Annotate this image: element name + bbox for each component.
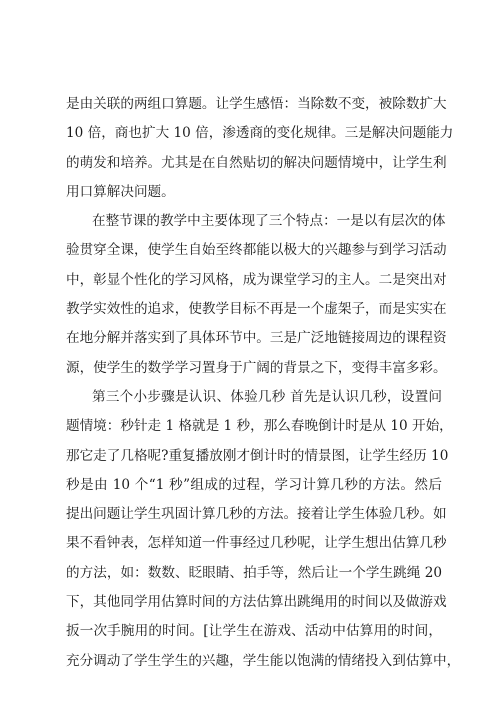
text-line: 充分调动了学生学生的兴趣，学生能以饱满的情绪投入到估算中，	[66, 652, 461, 669]
text-line: 验贯穿全课，使学生自始至终都能以极大的兴趣参与到学习活动	[66, 242, 447, 259]
paragraph-1	[66, 90, 454, 207]
text-line: 是由关联的两组口算题。让学生感悟：当除数不变，被除数扩大	[66, 96, 447, 112]
paragraph-2	[66, 207, 447, 383]
body-text	[66, 90, 461, 676]
text-line: 那它走了几格呢?重复播放刚才倒计时的情景图，让学生经历 10	[66, 447, 449, 464]
text-line: 源，使学生的数学学习置身于广阔的背景之下，变得丰富多彩。	[66, 359, 447, 376]
text-line: 中，彰显个性化的学习风格，成为课堂学习的主人。二是突出对	[66, 271, 447, 288]
text-line: 秒是由 10 个“1 秒”组成的过程，学习计算几秒的方法。然后	[66, 476, 442, 493]
text-line: 在整节课的教学中主要体现了三个特点：一是以有层次的体	[92, 213, 446, 230]
text-line: 下，其他同学用估算时间的方法估算出跳绳用的时间以及做游戏	[66, 594, 447, 611]
text-line: 的萌发和培养。尤其是在自然贴切的解决问题情境中，让学生利	[66, 154, 447, 171]
text-line: 果不看钟表，怎样知道一件事经过几秒呢，让学生想出估算几秒	[66, 535, 447, 552]
text-line: 用口算解决问题。	[66, 183, 175, 200]
text-line: 提出问题让学生巩固计算几秒的方法。接着让学生体验几秒。如	[66, 506, 447, 523]
paragraph-3	[66, 383, 461, 676]
text-line: 10 倍，商也扩大 10 倍，渗透商的变化规律。三是解决问题能力	[66, 125, 454, 142]
text-line: 的方法，如：数数、眨眼睛、拍手等，然后让一个学生跳绳 20	[66, 564, 442, 581]
text-line: 在地分解并落实到了具体环节中。三是广泛地链接周边的课程资	[66, 330, 447, 347]
text-line: 扳一次手腕用的时间。[让学生在游戏、活动中估算用的时间，	[66, 623, 442, 640]
text-line: 第三个小步骤是认识、体验几秒 首先是认识几秒，设置问	[92, 388, 442, 405]
text-line: 教学实效性的追求，使教学目标不再是一个虚架子，而是实实在	[66, 301, 447, 318]
text-line: 题情境：秒针走 1 格就是 1 秒，那么春晚倒计时是从 10 开始，	[66, 418, 453, 435]
